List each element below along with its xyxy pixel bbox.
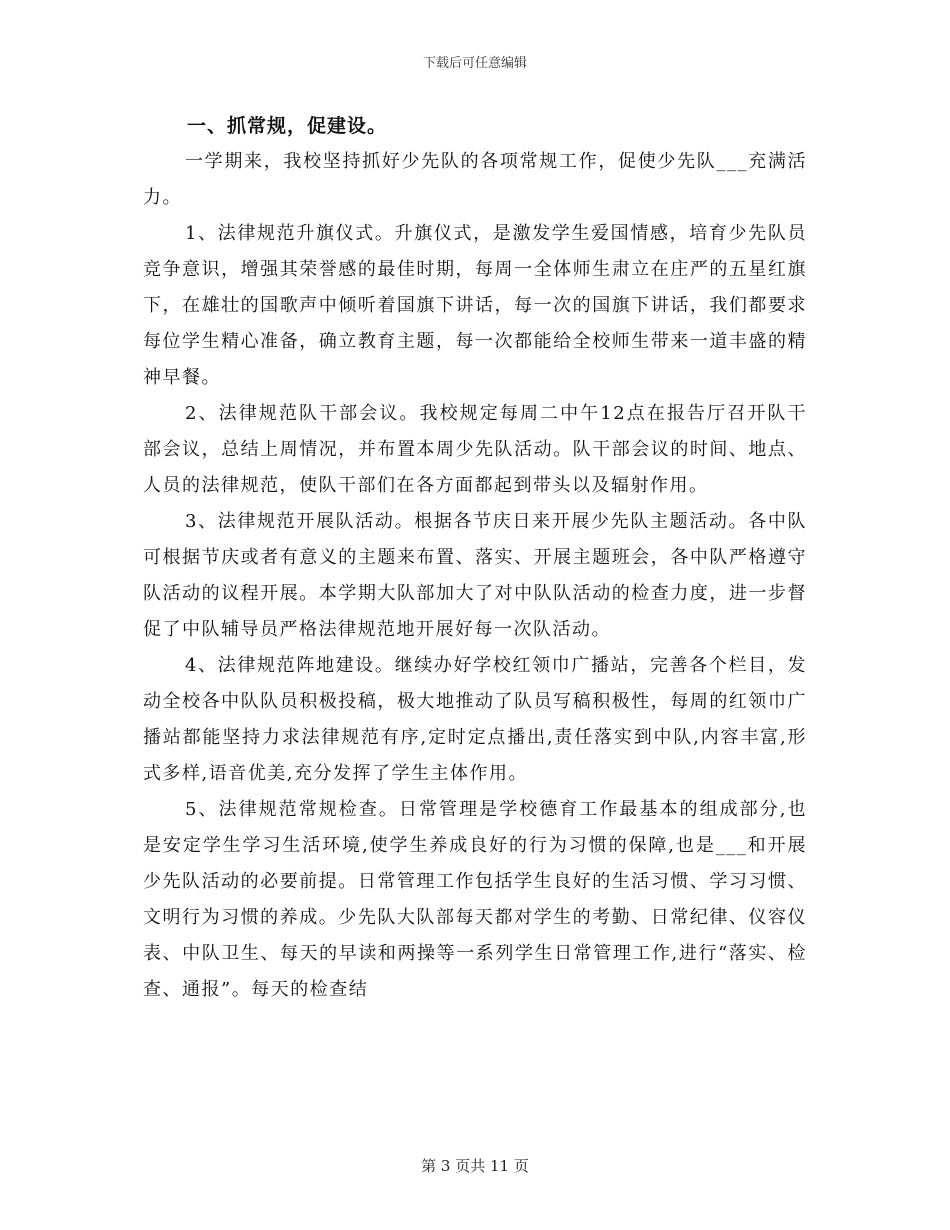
paragraph-cadre-meeting: 2、法律规范队干部会议。我校规定每周二中午12点在报告厅召开队干部会议，总结上周情况，并布置本周少先队活动。队干部会议的时间、地点、人员的法律规范，使队干部们在各方面都起到带头以及辐射作用。	[143, 403, 807, 496]
page-footer: 第 3 页共 11 页	[421, 1157, 529, 1175]
section-heading: 一、抓常规，促建设。	[187, 115, 388, 137]
paragraph-team-activities: 3、法律规范开展队活动。根据各节庆日来开展少先队主题活动。各中队可根据节庆或者有意义的主题来布置、落实、开展主题班会，各中队严格遵守队活动的议程开展。本学期大队部加大了对中队队活动的检查力度，进一步督促了中队辅导员严格法律规范地开展好每一次队活动。	[143, 511, 807, 640]
document-body	[143, 108, 807, 1008]
paragraph-intro: 一学期来，我校坚持抓好少先队的各项常规工作，促使少先队___充满活力。	[143, 151, 807, 208]
paragraph-flag-ceremony: 1、法律规范升旗仪式。升旗仪式，是激发学生爱国情感，培育少先队员竞争意识，增强其荣誉感的最佳时期，每周一全体师生肃立在庄严的五星红旗下，在雄壮的国歌声中倾听着国旗下讲话，每一次的国旗下讲话，我们都要求每位学生精心准备，确立教育主题，每一次都能给全校师生带来一道丰盛的精神早餐。	[143, 223, 807, 388]
paragraph-routine-inspection: 5、法律规范常规检查。日常管理是学校德育工作最基本的组成部分,也是安定学生学习生活环境,使学生养成良好的行为习惯的保障,也是___和开展少先队活动的必要前提。日常管理工作包括学生良好的生活习惯、学习习惯、文明行为习惯的养成。少先队大队部每天都对学生的考勤、日常纪律、仪容仪表、中队卫生、每天的早读和两操等一系列学生日常管理工作,进行“落实、检查、通报”。每天的检查结	[143, 799, 807, 1000]
paragraph-position-building: 4、法律规范阵地建设。继续办好学校红领巾广播站，完善各个栏目，发动全校各中队队员积极投稿，极大地推动了队员写稿积极性，每周的红领巾广播站都能坚持力求法律规范有序,定时定点播出,责任落实到中队,内容丰富,形式多样,语音优美,充分发挥了学生主体作用。	[143, 655, 807, 784]
page-header: 下载后可任意编辑	[422, 56, 527, 71]
